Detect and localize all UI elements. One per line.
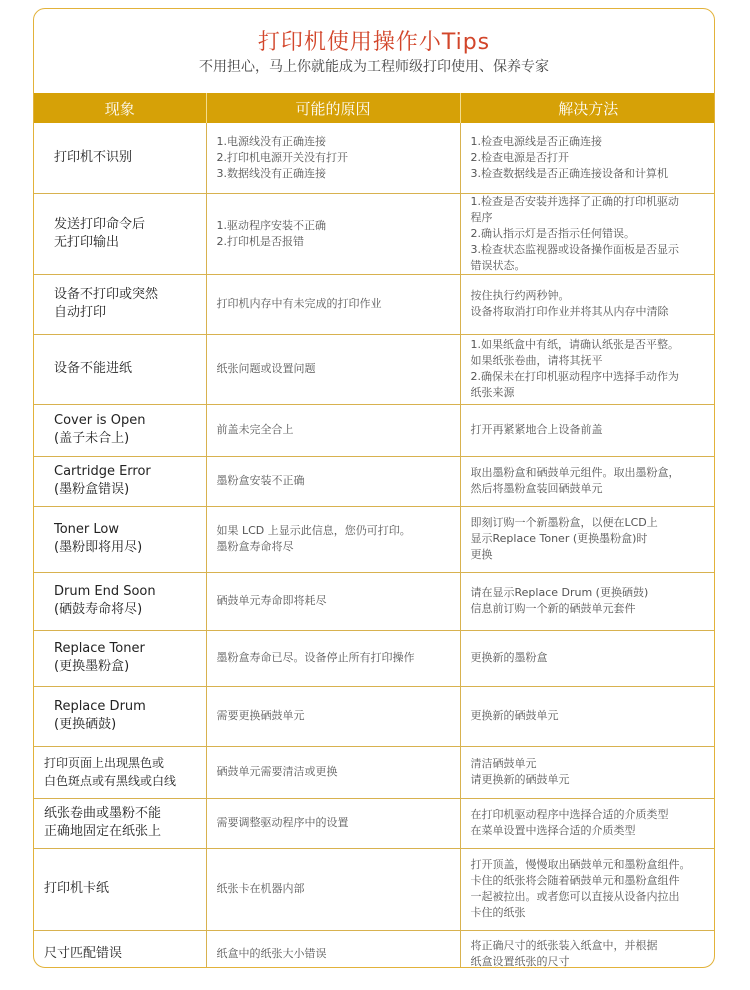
table-row: [34, 746, 715, 798]
table-row: [34, 686, 715, 746]
symptom-cell: Replace Drum (更换硒鼓): [34, 686, 206, 746]
solution-cell: 更换新的墨粉盒: [460, 630, 715, 686]
cause-cell: 纸张卡在机器内部: [206, 848, 460, 930]
cause-cell: 墨粉盒安装不正确: [206, 456, 460, 506]
symptom-cell: 设备不打印或突然 自动打印: [34, 274, 206, 334]
cause-cell: 如果 LCD 上显示此信息，您仍可打印。 墨粉盒寿命将尽: [206, 506, 460, 572]
table-row: [34, 930, 715, 968]
solution-cell: 1.检查是否安装并选择了正确的打印机驱动 程序 2.确认指示灯是否指示任何错误。 3.检查状态监视器或设备操作面板是否显示 错误状态。: [460, 193, 715, 274]
symptom-cell: 设备不能进纸: [34, 334, 206, 404]
symptom-cell: Cover is Open (盖子未合上): [34, 404, 206, 456]
solution-cell: 将正确尺寸的纸张装入纸盒中，并根据 纸盒设置纸张的尺寸: [460, 930, 715, 968]
column-header-solution: 解决方法: [460, 93, 715, 123]
symptom-cell: Drum End Soon (硒鼓寿命将尽): [34, 572, 206, 630]
cause-cell: 硒鼓单元需要清洁或更换: [206, 746, 460, 798]
table-row: [34, 506, 715, 572]
symptom-cell: 打印机卡纸: [34, 848, 206, 930]
solution-cell: 请在显示Replace Drum (更换硒鼓) 信息前订购一个新的硒鼓单元套件: [460, 572, 715, 630]
solution-cell: 在打印机驱动程序中选择合适的介质类型 在菜单设置中选择合适的介质类型: [460, 798, 715, 848]
symptom-cell: 打印机不识别: [34, 123, 206, 193]
page-subtitle: 不用担心，马上你就能成为工程师级打印使用、保养专家: [199, 59, 549, 75]
symptom-cell: 打印页面上出现黑色或 白色斑点或有黑线或白线: [34, 746, 206, 798]
table-row: [34, 404, 715, 456]
column-header-symptom: 现象: [34, 93, 206, 123]
cause-cell: 纸盒中的纸张大小错误: [206, 930, 460, 968]
table-row: [34, 572, 715, 630]
solution-cell: 打开再紧紧地合上设备前盖: [460, 404, 715, 456]
table-row: [34, 456, 715, 506]
solution-cell: 按住执行约两秒钟。 设备将取消打印作业并将其从内存中清除: [460, 274, 715, 334]
solution-cell: 即刻订购一个新墨粉盒，以便在LCD上 显示Replace Toner (更换墨粉盒)时 更换: [460, 506, 715, 572]
solution-cell: 打开顶盖，慢慢取出硒鼓单元和墨粉盒组件。 卡住的纸张将会随着硒鼓单元和墨粉盒组件 一起被拉出。或者您可以直接从设备内拉出 卡住的纸张: [460, 848, 715, 930]
table-row: [34, 274, 715, 334]
table-header-row: [34, 93, 715, 123]
column-header-cause: 可能的原因: [206, 93, 460, 123]
table-row: [34, 193, 715, 274]
cause-cell: 纸张问题或设置问题: [206, 334, 460, 404]
solution-cell: 清洁硒鼓单元 请更换新的硒鼓单元: [460, 746, 715, 798]
symptom-cell: 发送打印命令后 无打印输出: [34, 193, 206, 274]
cause-cell: 墨粉盒寿命已尽。设备停止所有打印操作: [206, 630, 460, 686]
cause-cell: 需要调整驱动程序中的设置: [206, 798, 460, 848]
cause-cell: 1.电源线没有正确连接 2.打印机电源开关没有打开 3.数据线没有正确连接: [206, 123, 460, 193]
cause-cell: 前盖未完全合上: [206, 404, 460, 456]
cause-cell: 需要更换硒鼓单元: [206, 686, 460, 746]
symptom-cell: Toner Low (墨粉即将用尽): [34, 506, 206, 572]
page-title: 打印机使用操作小Tips: [257, 30, 491, 55]
symptom-cell: 纸张卷曲或墨粉不能 正确地固定在纸张上: [34, 798, 206, 848]
symptom-cell: Cartridge Error (墨粉盒错误): [34, 456, 206, 506]
symptom-cell: 尺寸匹配错误: [34, 930, 206, 968]
table-row: [34, 334, 715, 404]
solution-cell: 更换新的硒鼓单元: [460, 686, 715, 746]
cause-cell: 1.驱动程序安装不正确 2.打印机是否报错: [206, 193, 460, 274]
cause-cell: 硒鼓单元寿命即将耗尽: [206, 572, 460, 630]
tips-card: [33, 8, 715, 968]
solution-cell: 1.检查电源线是否正确连接 2.检查电源是否打开 3.检查数据线是否正确连接设备和计算机: [460, 123, 715, 193]
table-row: [34, 630, 715, 686]
symptom-cell: Replace Toner (更换墨粉盒): [34, 630, 206, 686]
solution-cell: 取出墨粉盒和硒鼓单元组件。取出墨粉盒， 然后将墨粉盒装回硒鼓单元: [460, 456, 715, 506]
troubleshooting-table: [34, 93, 715, 968]
table-row: [34, 798, 715, 848]
table-row: [34, 123, 715, 193]
solution-cell: 1.如果纸盒中有纸，请确认纸张是否平整。 如果纸张卷曲，请将其抚平 2.确保未在打印机驱动程序中选择手动作为 纸张来源: [460, 334, 715, 404]
cause-cell: 打印机内存中有未完成的打印作业: [206, 274, 460, 334]
table-row: [34, 848, 715, 930]
